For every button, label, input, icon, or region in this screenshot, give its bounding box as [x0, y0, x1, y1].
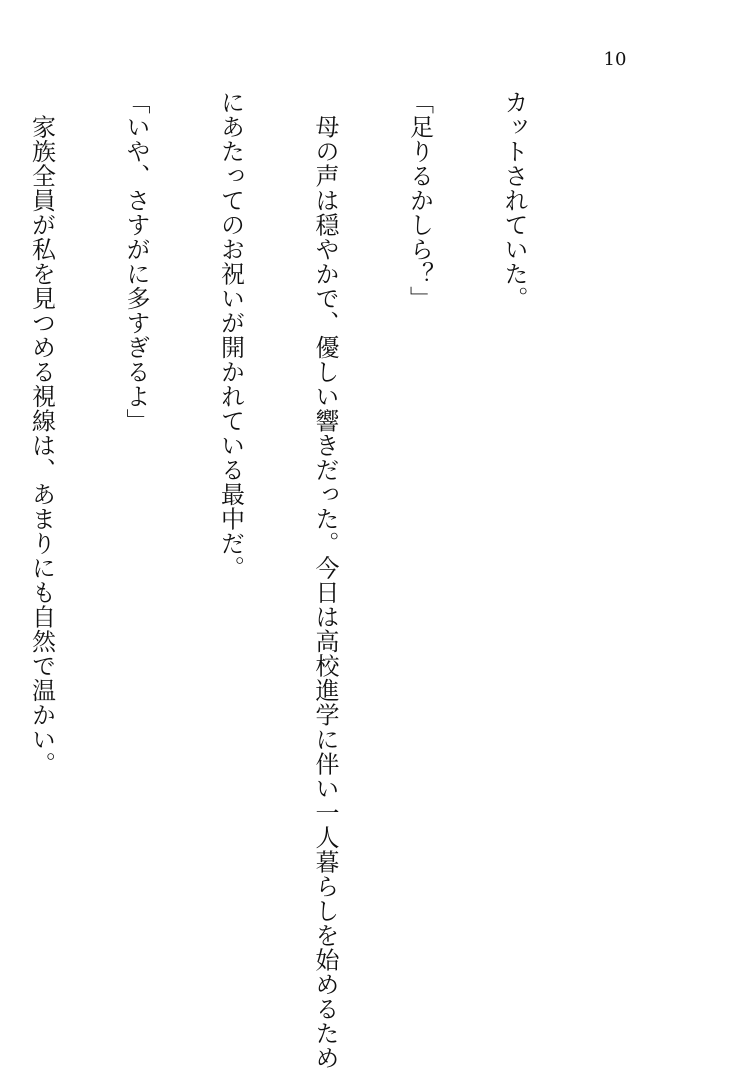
text-line: 「いや、さすがに多すぎるよ」 [122, 90, 150, 433]
page-number: 10 [603, 49, 627, 70]
text-line: 母の声は穏やかで、優しい響きだった。今日は高校進学に伴い一人暮らしを始めるため [311, 90, 339, 1070]
text-line: 「足りるかしら？」 [405, 90, 434, 311]
text-line: 家族全員が私を見つめる視線は、あまりにも自然で温かい。 [27, 90, 56, 776]
text-line: カットされていた。 [500, 90, 528, 311]
body-text [0, 90, 592, 1070]
text-line: にあたってのお祝いが開かれている最中だ。 [216, 90, 245, 580]
